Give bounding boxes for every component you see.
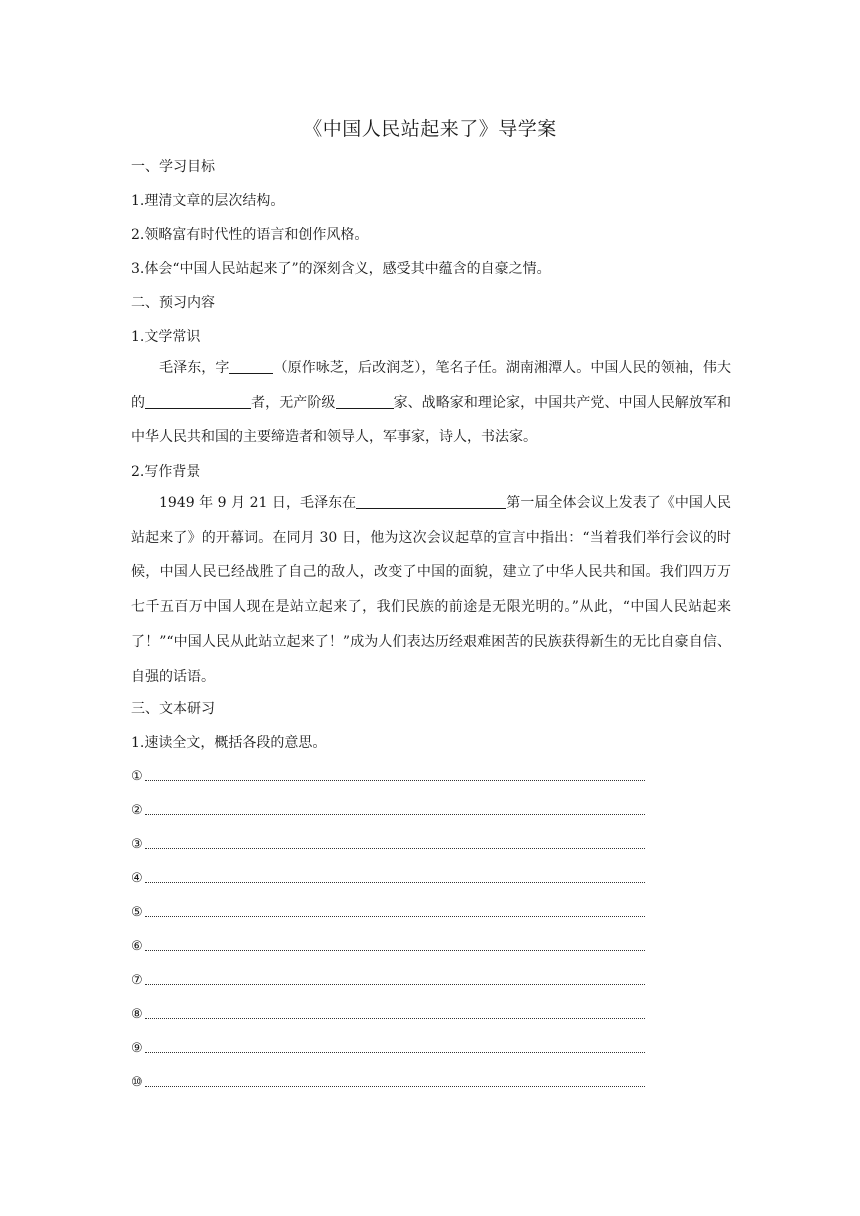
fill-blank-proletarian-role[interactable]: [336, 392, 394, 409]
answer-line[interactable]: [131, 971, 645, 991]
answer-line[interactable]: [131, 1073, 645, 1093]
goal-item-2: 2.领略富有时代性的语言和创作风格。: [131, 227, 369, 243]
answer-line[interactable]: [131, 903, 645, 923]
answer-line[interactable]: [131, 801, 645, 821]
dotted-rule: [145, 1018, 645, 1019]
section-heading-preview: 二、预习内容: [131, 295, 215, 311]
fill-blank-conference[interactable]: [356, 492, 506, 509]
answer-line-number: ⑩: [131, 1075, 143, 1090]
dotted-rule: [145, 950, 645, 951]
dotted-rule: [145, 984, 645, 985]
answer-line[interactable]: [131, 937, 645, 957]
literature-text-a: 毛泽东，字: [159, 360, 230, 376]
answer-line-number: ⑦: [131, 973, 143, 988]
subheading-literature: 1.文学常识: [131, 329, 201, 345]
fill-blank-great-role[interactable]: [145, 392, 251, 409]
section-heading-study: 三、文本研习: [131, 701, 215, 717]
goal-item-1: 1.理清文章的层次结构。: [131, 193, 285, 209]
dotted-rule: [145, 916, 645, 917]
answer-line-number: ⑨: [131, 1041, 143, 1056]
study-question-1: 1.速读全文，概括各段的意思。: [131, 735, 327, 751]
answer-line-number: ④: [131, 871, 143, 886]
dotted-rule: [145, 1052, 645, 1053]
document-title: 《中国人民站起来了》导学案: [303, 118, 557, 140]
literature-text-c: 者，无产阶级: [251, 394, 336, 411]
dotted-rule: [145, 1086, 645, 1087]
section-heading-goals: 一、学习目标: [131, 159, 215, 175]
answer-line-number: ①: [131, 769, 143, 784]
dotted-rule: [145, 848, 645, 849]
fill-blank-courtesy-name[interactable]: [229, 357, 273, 374]
dotted-rule: [145, 780, 645, 781]
answer-line[interactable]: [131, 835, 645, 855]
answer-line[interactable]: [131, 767, 645, 787]
answer-line-number: ⑤: [131, 905, 143, 920]
answer-line[interactable]: [131, 1005, 645, 1025]
answer-line-number: ③: [131, 837, 143, 852]
literature-paragraph: [131, 351, 731, 455]
answer-line-number: ⑧: [131, 1007, 143, 1022]
answer-line[interactable]: [131, 1039, 645, 1059]
dotted-rule: [145, 814, 645, 815]
goal-item-3: 3.体会“中国人民站起来了”的深刻含义，感受其中蕴含的自豪之情。: [131, 261, 551, 277]
background-text-a: 1949 年 9 月 21 日，毛泽东在: [159, 495, 357, 511]
background-text-b: 第一届全体会议上发表了《中国人民站起来了》的开幕词。在同月 30 日，他为这次会议起草的宣言中指出：“当着我们举行会议的时候，中国人民已经战胜了自己的敌人，改变了中国的面貌，建立了中华人民共和国。我们四万万七千五百万中国人现在是站立起来了，我们民族的前途是无限光明的。”从此，“中国人民站起来了！”“中国人民从此站立起来了！”成为人们表达历经艰难困苦的民族获得新生的无比自豪自信、自强的话语。: [131, 495, 732, 685]
subheading-background: 2.写作背景: [131, 464, 201, 480]
answer-line-number: ⑥: [131, 939, 143, 954]
answer-line[interactable]: [131, 869, 645, 889]
dotted-rule: [145, 882, 645, 883]
literature-text-b: （原作咏芝，后改润芝），笔名子任。湖南湘潭人。中国人民的领袖，伟大的: [131, 360, 732, 411]
literature-text-d: 家、战略家和理论家，中国共产党、中国人民解放军和中华人民共和国的主要缔造者和领导人，军事家，诗人，书法家。: [131, 394, 731, 446]
background-paragraph: [131, 486, 731, 694]
answer-line-number: ②: [131, 803, 143, 818]
